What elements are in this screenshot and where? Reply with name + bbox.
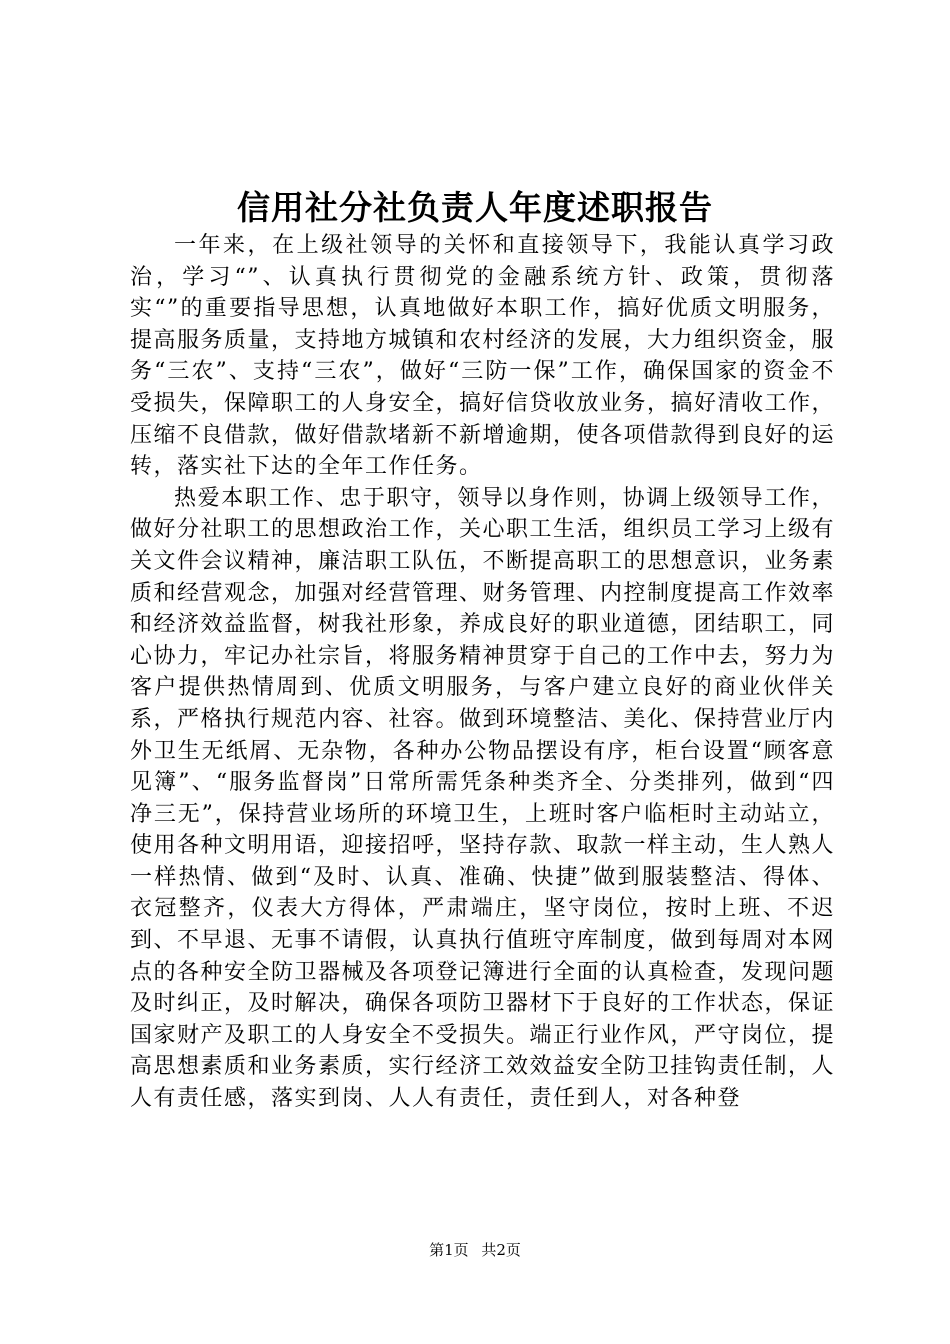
page-number: 第1页 [429,1241,469,1259]
paragraph-1: 一年来，在上级社领导的关怀和直接领导下，我能认真学习政治，学习“”、认真执行贯彻党的金融系统方针、政策，贯彻落实“”的重要指导思想，认真地做好本职工作，搞好优质文明服务，提高服务质量，支持地方城镇和农村经济的发展，大力组织资金，服务“三农”、支持“三农”，做好“三防一保”工作，确保国家的资金不受损失，保障职工的人身安全，搞好信贷收放业务，搞好清收工作，压缩不良借款，做好借款堵新不新增逾期，使各项借款得到良好的运转，落实社下达的全年工作任务。 [130,233,836,480]
document-body [130,230,835,1115]
page-total: 共2页 [481,1241,521,1259]
page-footer [0,1240,950,1260]
paragraph-2: 热爱本职工作、忠于职守，领导以身作则，协调上级领导工作，做好分社职工的思想政治工作，关心职工生活，组织员工学习上级有关文件会议精神，廉洁职工队伍，不断提高职工的思想意识，业务素质和经营观念，加强对经营管理、财务管理、内控制度提高工作效率和经济效益监督，树我社形象，养成良好的职业道德，团结职工，同心协力，牢记办社宗旨，将服务精神贯穿于自己的工作中去，努力为客户提供热情周到、优质文明服务，与客户建立良好的商业伙伴关系，严格执行规范内容、社容。做到环境整洁、美化、保持营业厅内外卫生无纸屑、无杂物，各种办公物品摆设有序，柜台设置“顾客意见簿”、“服务监督岗”日常所需凭条种类齐全、分类排列，做到“四净三无”，保持营业场所的环境卫生，上班时客户临柜时主动站立，使用各种文明用语，迎接招呼，坚持存款、取款一样主动，生人熟人一样热情、做到“及时、认真、准确、快捷”做到服装整洁、得体、衣冠整齐，仪表大方得体，严肃端庄，坚守岗位，按时上班、不迟到、不早退、无事不请假，认真执行值班守库制度，做到每周对本网点的各种安全防卫器械及各项登记簿进行全面的认真检查，发现问题及时纠正，及时解决，确保各项防卫器材下于良好的工作状态，保证国家财产及职工的人身安全不受损失。端正行业作风，严守岗位，提高思想素质和业务素质，实行经济工效效益安全防卫挂钩责任制，人人有责任感，落实到岗、人人有责任，责任到人，对各种登 [130,485,836,1112]
document-title: 信用社分社负责人年度述职报告 [237,188,713,227]
